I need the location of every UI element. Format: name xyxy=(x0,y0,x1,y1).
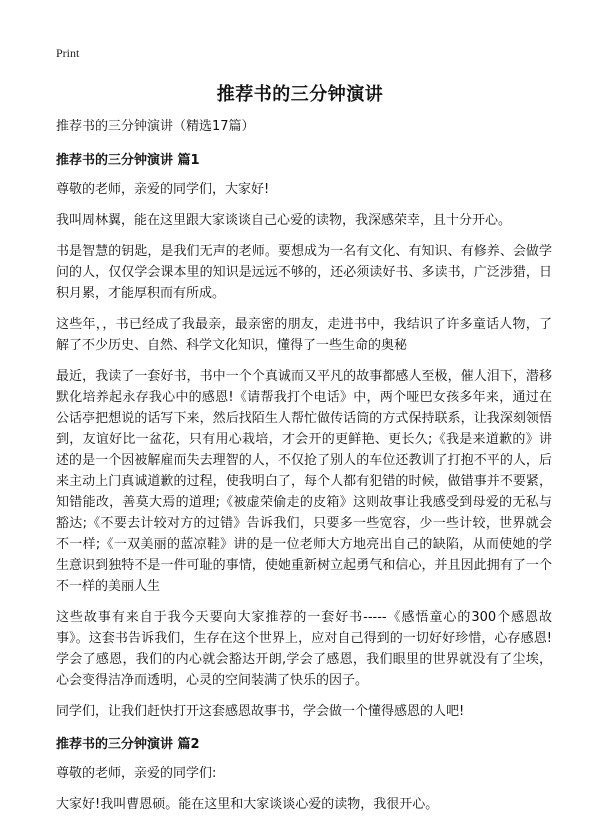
paragraph: 书是智慧的钥匙，是我们无声的老师。要想成为一名有文化、有知识、有修养、会做学问的人，仅仅学会课本里的知识是远远不够的，还必须读好书、多读书，广泛涉猎，日积月累，才能厚积而有所成。 xyxy=(56,244,552,301)
paragraph: 同学们，让我们赶快打开这套感恩故事书，学会做一个懂得感恩的人吧! xyxy=(56,704,465,719)
paragraph: 最近，我读了一套好书，书中一个个真诚而又平凡的故事都感人至极，催人泪下，潜移默化培养起永存我心中的感恩!《请帮我打个电话》中，两个哑巴女孩多年来，通过在公话亭把想说的话写下来，然后找陌生人帮忙做传话筒的方式保持联系，让我深刻领悟到，友谊好比一盆花，只有用心栽培，才会开的更鲜艳、更长久;《我是来道歉的》讲述的是一个因被解雇而失去理智的人，不仅抢了别人的车位还教训了打抱不平的人，后来主动上门真诚道歉的过程，使我明白了，每个人都有犯错的时候，做错事并不要紧，知错能改，善莫大焉的道理;《被虚荣偷走的皮箱》这则故事让我感受到母爱的无私与豁达;《不要去计较对方的过错》告诉我们，只要多一些宽容，少一些计较，世界就会不一样;《一双美丽的蓝凉鞋》讲的是一位老师大方地亮出自己的缺陷，从而使她的学生意识到独特不是一件可耻的事情，使她重新树立起勇气和信心，并且因此拥有了一个不一样的美丽人生 xyxy=(56,369,552,594)
paragraph: 尊敬的老师，亲爱的同学们: xyxy=(56,766,217,781)
paragraph: 我叫周林翼，能在这里跟大家谈谈自己心爱的读物，我深感荣幸，且十分开心。 xyxy=(56,213,512,228)
document-body xyxy=(56,118,552,825)
print-label: Print xyxy=(56,46,80,60)
section-1 xyxy=(56,152,552,722)
section-heading: 推荐书的三分钟演讲 篇2 xyxy=(56,737,200,752)
paragraph: 尊敬的老师，亲爱的同学们，大家好! xyxy=(56,182,270,197)
section-heading: 推荐书的三分钟演讲 篇1 xyxy=(56,153,200,168)
section-2 xyxy=(56,736,552,815)
document-title: 推荐书的三分钟演讲 xyxy=(216,84,384,105)
paragraph: 这些年，，书已经成了我最亲，最亲密的朋友，走进书中，我结识了许多童话人物，了解了不少历史、自然、科学文化知识，懂得了一些生命的奥秘 xyxy=(56,317,552,353)
paragraph: 大家好!我叫曹恩硕。能在这里和大家谈谈心爱的读物，我很开心。 xyxy=(56,797,439,812)
document-subtitle: 推荐书的三分钟演讲（精选17篇） xyxy=(56,119,255,134)
paragraph: 这些故事有来自于我今天要向大家推荐的一套好书-----《感悟童心的300个感恩故事》。这套书告诉我们，生存在这个世界上，应对自己得到的一切好好珍惜，心存感恩!学会了感恩，我们的内心就会豁达开朗,学会了感恩，我们眼里的世界就没有了尘埃，心会变得洁净而透明，心灵的空间装满了快乐的因子。 xyxy=(56,610,552,688)
